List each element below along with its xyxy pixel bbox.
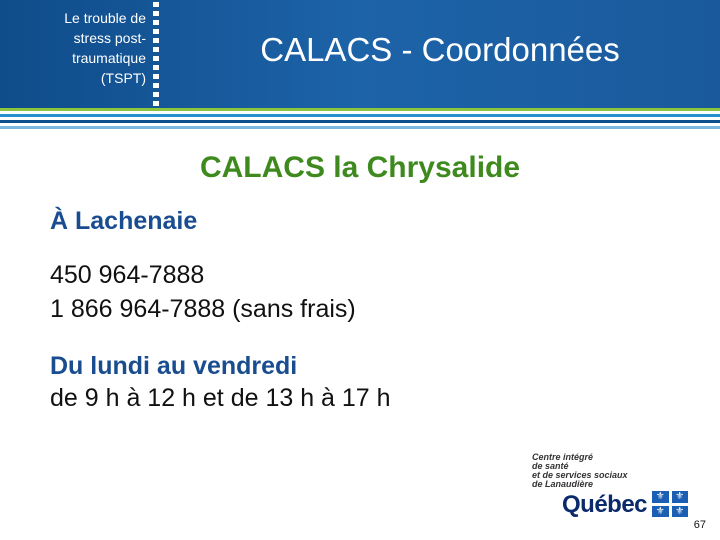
stripe-green xyxy=(0,108,720,111)
topic-line: Le trouble de xyxy=(64,10,146,26)
fleur-de-lis-icon: ⚜ xyxy=(672,491,689,503)
opening-times: de 9 h à 12 h et de 13 h à 17 h xyxy=(50,384,391,412)
phone-list xyxy=(50,258,356,326)
organization-name: CALACS la Chrysalide xyxy=(199,151,521,184)
logo-line: de santé xyxy=(532,461,569,471)
cisss-logo xyxy=(532,453,692,523)
fleur-de-lis-icon: ⚜ xyxy=(652,491,669,503)
topic-line: traumatique xyxy=(72,50,146,66)
decorative-stripes xyxy=(0,108,720,132)
topic-line: (TSPT) xyxy=(100,70,146,86)
header-banner xyxy=(0,0,720,108)
phone-number: 450 964-7888 xyxy=(50,261,205,289)
stripe-navy xyxy=(0,120,720,123)
stripe-light-blue xyxy=(0,126,720,129)
topic-line: stress post- xyxy=(73,30,146,46)
logo-line: de Lanaudière xyxy=(532,479,594,489)
fleur-de-lis-icon: ⚜ xyxy=(672,506,689,518)
page-number: 67 xyxy=(693,519,706,531)
dotted-divider xyxy=(153,2,159,106)
logo-text xyxy=(532,453,692,489)
logo-line: et de services sociaux xyxy=(532,470,628,480)
topic-label xyxy=(0,0,146,108)
stripe-blue xyxy=(0,114,720,117)
quebec-wordmark: Québec xyxy=(562,491,648,518)
opening-hours xyxy=(50,350,391,414)
quebec-flag-icon xyxy=(652,491,688,517)
opening-days: Du lundi au vendredi xyxy=(50,352,298,380)
location-heading: À Lachenaie xyxy=(50,207,198,235)
phone-number: 1 866 964-7888 (sans frais) xyxy=(50,295,356,323)
logo-line: Centre intégré xyxy=(532,452,594,462)
fleur-de-lis-icon: ⚜ xyxy=(652,506,669,518)
page-title: CALACS - Coordonnées xyxy=(260,31,620,68)
